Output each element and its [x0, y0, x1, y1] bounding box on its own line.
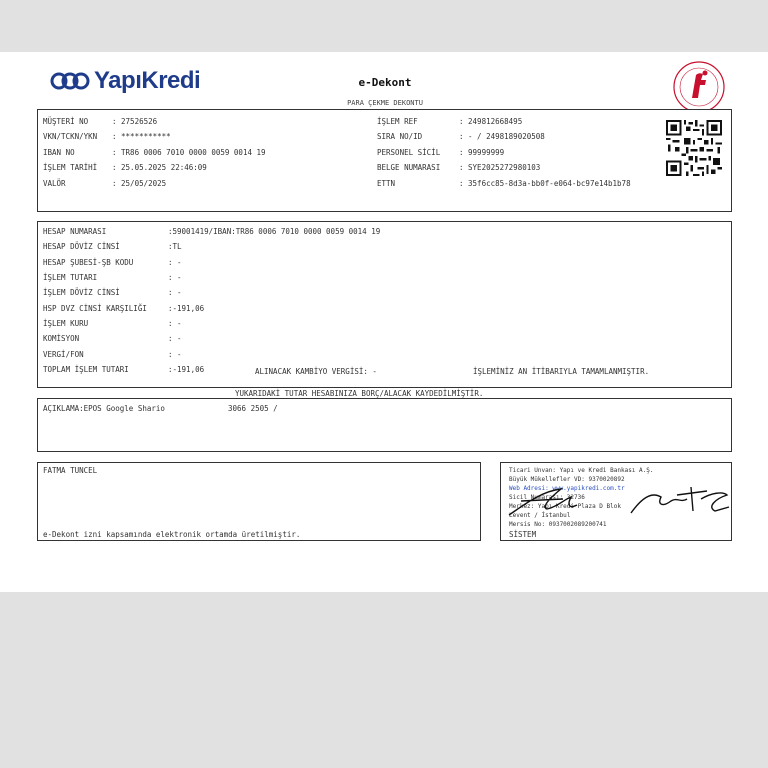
bank-line-7: Mersis No: 0937002089200741: [509, 521, 607, 528]
valor-value: : 25/05/2025: [112, 179, 167, 188]
e-dekont-footer: e-Dekont izni kapsamında elektronik ortamda üretilmiştir.: [43, 530, 301, 539]
yapikredi-logo-icon: [50, 70, 90, 92]
document-subtitle: PARA ÇEKME DEKONTU: [347, 99, 423, 107]
vkn-label: VKN/TCKN/YKN: [43, 132, 98, 141]
account-row-value: : -: [168, 273, 182, 282]
account-row-label: HESAP DÖVİZ CİNSİ: [43, 242, 120, 251]
musteri-no-label: MÜŞTERİ NO: [43, 117, 89, 126]
bank-info-box: [500, 462, 732, 541]
bank-line-2: Büyük Mükellefler VD: 9370020892: [509, 476, 625, 483]
belge-value: : SYE2025272980103: [459, 163, 541, 172]
account-details-box: [37, 221, 732, 388]
account-row-label: HSP DVZ CİNSİ KARŞILIĞI: [43, 304, 147, 313]
sira-no-value: : - / 2498189020508: [459, 132, 545, 141]
account-row-value: : -: [168, 258, 182, 267]
ettn-label: ETTN: [377, 179, 396, 188]
logo-text: YapıKredi: [94, 67, 201, 94]
account-row-value: :59001419/IBAN:TR86 0006 7010 0000 0059 0014 19: [168, 227, 381, 236]
bank-line-8: SİSTEM: [509, 530, 537, 539]
account-row-value: : -: [168, 350, 182, 359]
vkn-value: : ***********: [112, 132, 171, 141]
customer-name-box: [37, 462, 481, 541]
personel-label: PERSONEL SİCİL: [377, 148, 441, 157]
bank-line-6: Levent / İstanbul: [509, 512, 571, 519]
completed-text: İŞLEMİNİZ AN İTİBARIYLA TAMAMLANMIŞTIR.: [473, 367, 650, 376]
description-box: [37, 398, 732, 452]
valor-label: VALÖR: [43, 179, 66, 188]
account-row-label: İŞLEM TUTARI: [43, 273, 98, 282]
account-row-value: :-191,06: [168, 304, 205, 313]
islem-tarihi-label: İŞLEM TARİHİ: [43, 163, 98, 172]
ettn-value: : 35f6cc85-8d3a-bb0f-e064-bc97e14b1b78: [459, 179, 631, 188]
signature-icon: [501, 477, 733, 527]
bank-line-1: Ticari Unvan: Yapı ve Kredi Bankası A.Ş.: [509, 467, 654, 474]
belge-label: BELGE NUMARASI: [377, 163, 441, 172]
description-code: 3066 2505 /: [228, 404, 278, 413]
islem-ref-value: : 249812668495: [459, 117, 523, 126]
account-row-value: :-191,06: [168, 365, 205, 374]
description-text: AÇIKLAMA:EPOS Google Shario: [43, 404, 165, 413]
yapikredi-logo: [50, 68, 200, 94]
account-row-label: KOMİSYON: [43, 334, 80, 343]
account-row-label: İŞLEM KURU: [43, 319, 89, 328]
bank-line-3: Web Adresi: www.yapikredi.com.tr: [509, 485, 625, 492]
dekont-page: [0, 52, 768, 592]
account-row-value: : -: [168, 334, 182, 343]
sira-no-label: SIRA NO/ID: [377, 132, 423, 141]
account-row-label: İŞLEM DÖVİZ CİNSİ: [43, 288, 120, 297]
account-row-label: TOPLAM İŞLEM TUTARI: [43, 365, 129, 374]
account-row-label: VERGİ/FON: [43, 350, 84, 359]
bank-line-5: Merkez: Yapı Kredi Plaza D Blok: [509, 503, 621, 510]
customer-info-box: [37, 109, 732, 212]
islem-ref-label: İŞLEM REF: [377, 117, 418, 126]
document-title: e-Dekont: [358, 76, 412, 89]
qr-code-icon: [666, 120, 722, 176]
account-row-value: : -: [168, 319, 182, 328]
islem-tarihi-value: : 25.05.2025 22:46:09: [112, 163, 207, 172]
bank-seal-icon: [672, 60, 726, 114]
account-row-value: : -: [168, 288, 182, 297]
musteri-no-value: : 27526526: [112, 117, 158, 126]
bank-line-4: Sicil Numarası: 32736: [509, 494, 585, 501]
customer-name: FATMA TUNCEL: [43, 466, 98, 475]
iban-label: IBAN NO: [43, 148, 75, 157]
account-row-value: :TL: [168, 242, 182, 251]
account-row-label: HESAP NUMARASI: [43, 227, 107, 236]
account-row-label: HESAP ŞUBESİ-ŞB KODU: [43, 258, 134, 267]
debit-credit-notice: YUKARIDAKİ TUTAR HESABINIZA BORÇ/ALACAK KAYDEDİLMİŞTİR.: [235, 389, 484, 398]
iban-value: : TR86 0006 7010 0000 0059 0014 19: [112, 148, 266, 157]
personel-value: : 99999999: [459, 148, 505, 157]
kambiyo-text: ALINACAK KAMBİYO VERGİSİ: -: [255, 367, 377, 376]
